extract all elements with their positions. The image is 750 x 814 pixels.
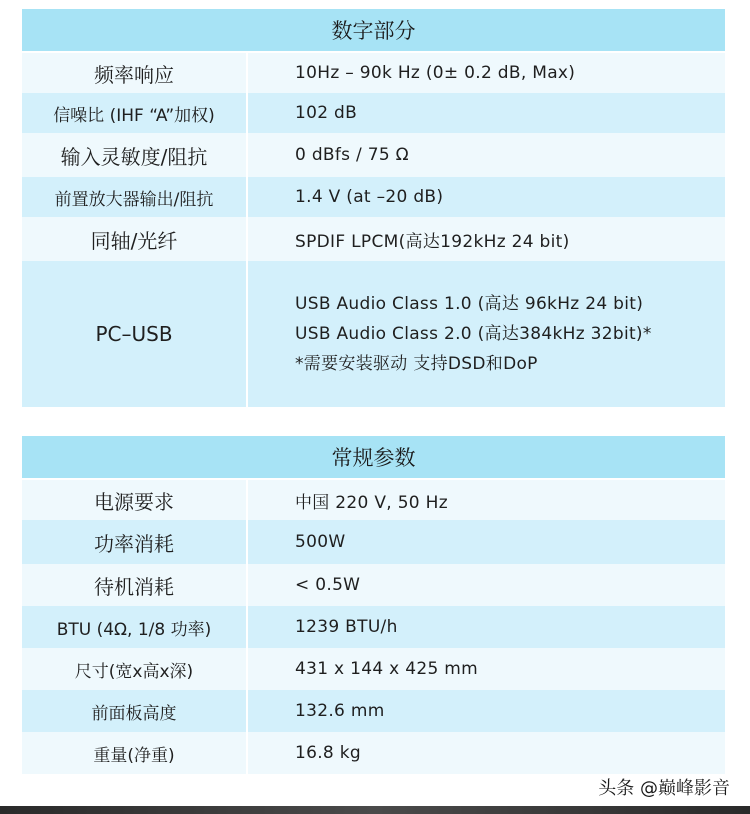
spec-label: BTU (4Ω, 1/8 功率) [22,606,248,648]
spec-value: 431 x 144 x 425 mm [295,659,479,679]
table-row [22,261,725,407]
table-row [22,177,725,217]
spec-label: 输入灵敏度/阻抗 [22,133,248,177]
spec-value: 10Hz – 90k Hz (0± 0.2 dB, Max) [295,63,576,83]
spec-label: 信噪比 (IHF “A”加权) [22,93,248,133]
table-row [22,53,725,93]
spec-value: 16.8 kg [295,743,361,763]
spec-label: 频率响应 [22,53,248,93]
spec-value: 132.6 mm [295,701,385,721]
spec-value: 1.4 V (at –20 dB) [295,187,444,207]
table-row [22,690,725,732]
spec-value-line: *需要安装驱动 支持DSD和DoP [295,354,538,374]
table-row [22,564,725,606]
table-row [22,732,725,774]
section-header-digital: 数字部分 [22,9,725,51]
spec-label: 尺寸(宽x高x深) [22,648,248,690]
spec-label: PC–USB [22,261,248,407]
spec-value: SPDIF LPCM(高达192kHz 24 bit) [295,231,570,252]
watermark: 头条 @巅峰影音 [598,778,730,799]
table-row [22,133,725,177]
table-row [22,480,725,520]
spec-label: 前置放大器输出/阻抗 [22,177,248,217]
spec-label: 待机消耗 [22,564,248,606]
spec-value: 0 dBfs / 75 Ω [295,145,409,165]
spec-label: 功率消耗 [22,520,248,564]
spec-value: < 0.5W [295,575,361,595]
table-row [22,648,725,690]
spec-value: 102 dB [295,103,358,123]
spec-value: 中国 220 V, 50 Hz [295,492,448,513]
spec-label: 电源要求 [22,480,248,520]
spec-label: 重量(净重) [22,732,248,774]
table-row [22,606,725,648]
table-row [22,217,725,261]
table-row [22,520,725,564]
spec-label: 同轴/光纤 [22,217,248,261]
section-header-general: 常规参数 [22,436,725,478]
spec-value-multiline [248,261,725,407]
spec-label: 前面板高度 [22,690,248,732]
spec-value-line: USB Audio Class 2.0 (高达384kHz 32bit)* [295,324,652,344]
spec-value-line: USB Audio Class 1.0 (高达 96kHz 24 bit) [295,294,644,314]
bottom-edge-bar [0,806,750,814]
table-row [22,93,725,133]
digital-spec-table [22,9,725,407]
general-spec-table [22,436,725,774]
spec-value: 500W [295,532,346,552]
spec-value: 1239 BTU/h [295,617,398,637]
